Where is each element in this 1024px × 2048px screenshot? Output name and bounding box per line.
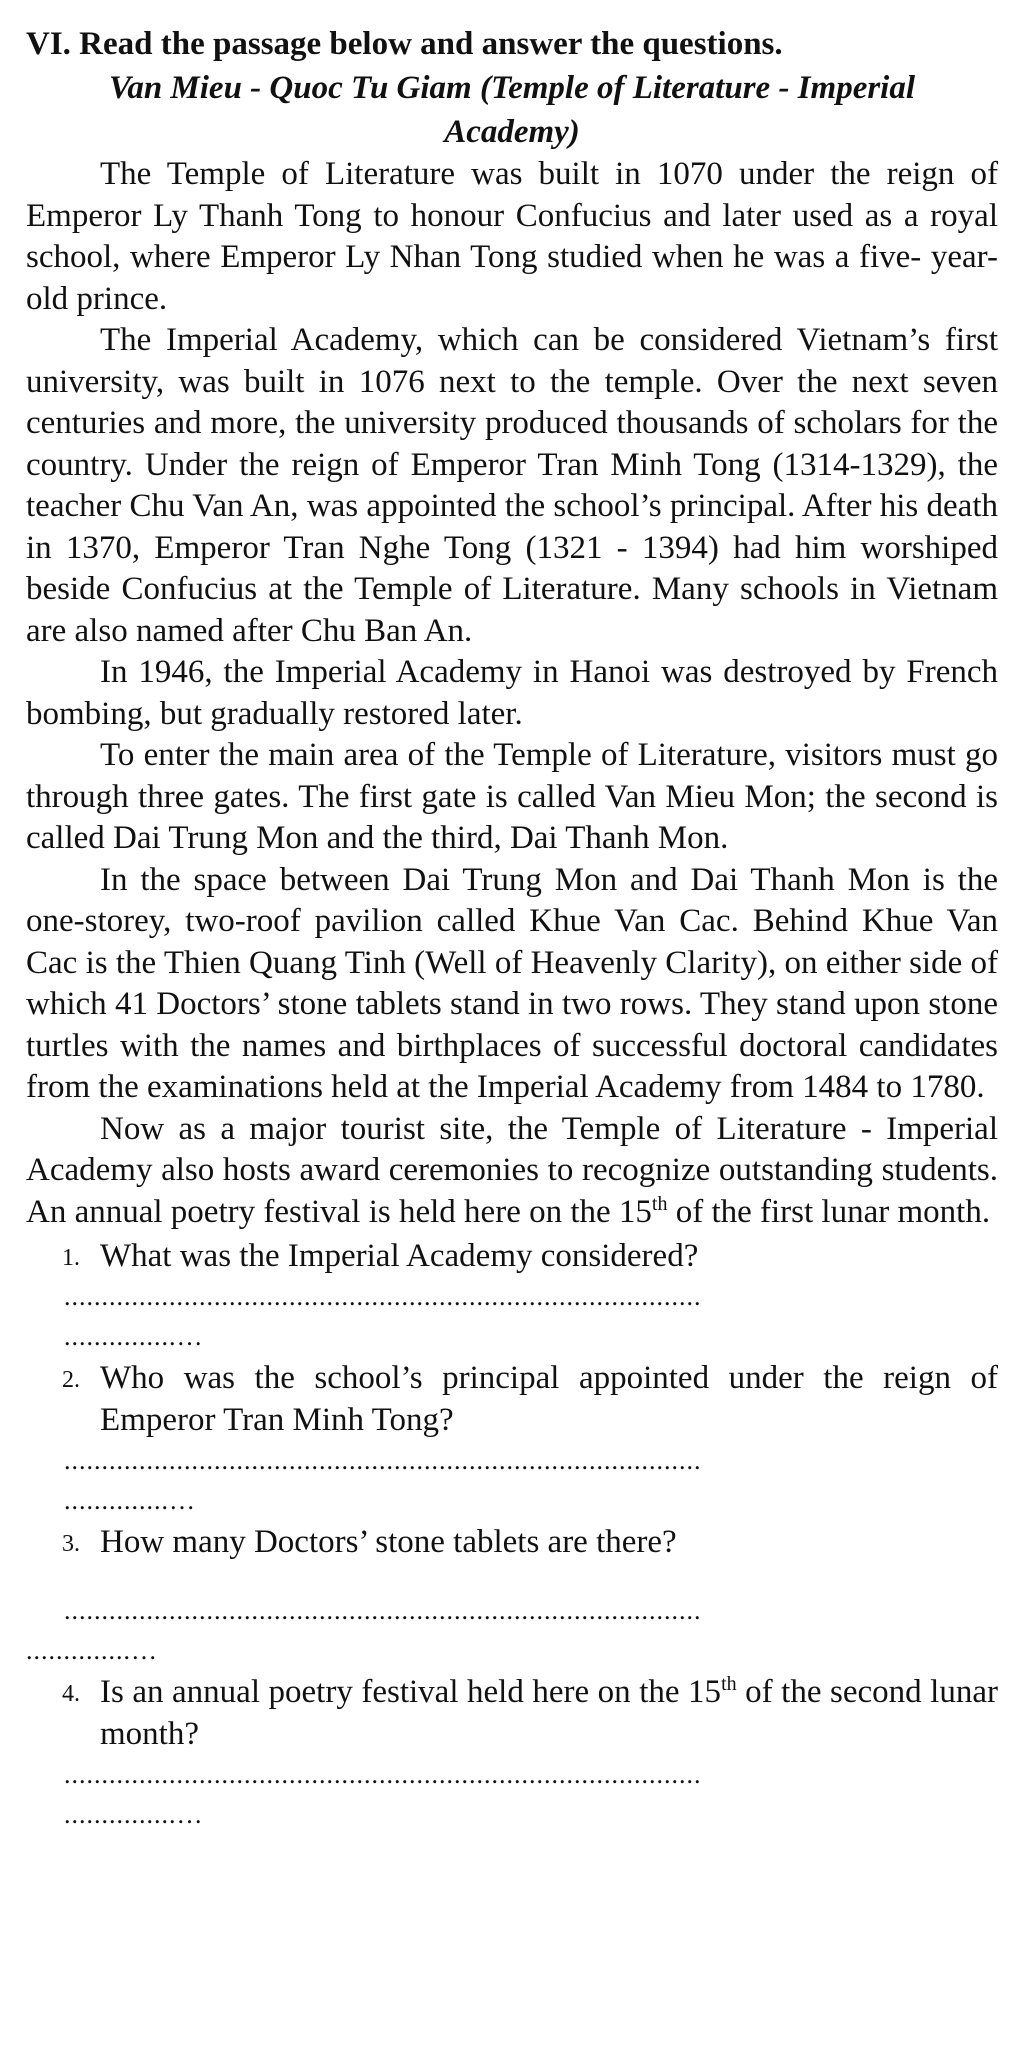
answer-line[interactable]: ..................................................................................... [64,1760,702,1789]
question-text: What was the Imperial Academy considered? [100,1238,699,1274]
paragraph-6 [26,1109,998,1234]
question-1 [26,1235,998,1277]
answer-line[interactable]: ...............… [64,1322,204,1351]
question-number: 2. [62,1367,80,1393]
paragraph-6-tail: of the first lunar month. [667,1193,991,1230]
answer-line[interactable]: ..................................................................................... [64,1446,702,1475]
passage [26,154,998,1233]
ordinal-suffix: th [721,1673,737,1695]
answer-line[interactable]: ..................................................................................... [64,1282,702,1311]
passage-title: Van Mieu - Quoc Tu Giam (Temple of Literature - Imperial Academy) [108,70,916,150]
spacer [26,1563,998,1591]
worksheet [26,22,998,1835]
question-text: How many Doctors’ stone tablets are there? [100,1524,677,1560]
question-text [100,1674,998,1752]
answer-line[interactable]: ..............… [26,1636,158,1665]
paragraph-5: In the space between Dai Trung Mon and Dai Thanh Mon is the one-storey, two-roof pavilion called Khue Van Cac. Behind Khue Van Cac is the Thien Quang Tinh (Well of Heavenly Clarity), on either side of which 41 Doctors’ stone tablets stand in two rows. They stand upon stone turtles with the names and birthplaces of successful doctoral candidates from the examinations held at the Imperial Academy from 1484 to 1780. [26,861,998,1105]
question-text-end: of the second lunar month? [100,1674,998,1752]
section-heading: VI. Read the passage below and answer the questions. [26,26,783,62]
paragraph-3: In 1946, the Imperial Academy in Hanoi was destroyed by French bombing, but gradually restored later. [26,654,998,732]
question-text-start: Is an annual poetry festival held here on the 15 [100,1674,722,1710]
answer-line[interactable]: ..................................................................................... [64,1596,702,1625]
question-number: 1. [62,1245,80,1271]
ordinal-suffix: th [651,1192,668,1215]
question-number: 3. [62,1531,80,1557]
answer-line[interactable]: ..............… [64,1486,196,1515]
answer-line[interactable]: ...............… [64,1800,204,1829]
paragraph-6-text: Now as a major tourist site, the Temple of Literature - Imperial Academy also hosts award ceremonies to recognize outstanding students. An annual poetry festival is held here on the 15 [26,1110,998,1230]
question-number: 4. [62,1681,80,1707]
paragraph-4: To enter the main area of the Temple of Literature, visitors must go through three gates. The first gate is called Van Mieu Mon; the second is called Dai Trung Mon and the third, Dai Thanh Mon. [26,737,998,856]
paragraph-2: The Imperial Academy, which can be considered Vietnam’s first university, was built in 1076 next to the temple. Over the next seven centuries and more, the university produced thousands of scholars for the country. Under the reign of Emperor Tran Minh Tong (1314-1329), the teacher Chu Van An, was appointed the school’s principal. After his death in 1370, Emperor Tran Nghe Tong (1321 - 1394) had him worshiped beside Confucius at the Temple of Literature. Many schools in Vietnam are also named after Chu Ban An. [26,322,998,649]
question-text: Who was the school’s principal appointed under the reign of Emperor Tran Minh Tong? [100,1360,998,1438]
question-2 [26,1357,998,1441]
question-4 [26,1671,998,1755]
paragraph-1: The Temple of Literature was built in 1070 under the reign of Emperor Ly Thanh Tong to honour Confucius and later used as a royal school, where Emperor Ly Nhan Tong studied when he was a five- year-old prince. [26,156,998,317]
question-3 [26,1521,998,1563]
questions [26,1235,998,1835]
